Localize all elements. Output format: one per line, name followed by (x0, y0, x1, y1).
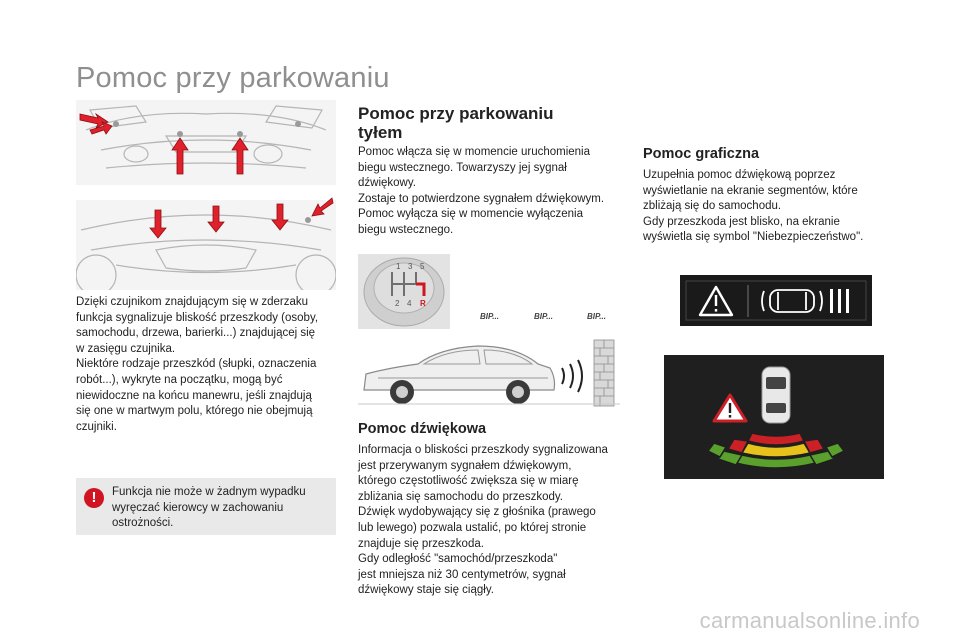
graphic-aid-text: Uzupełnia pomoc dźwiękową poprzez wyświetlanie na ekranie segmentów, które zbliżają się do samochodu. Gdy przeszkoda jest blisko, na ekranie wyświetla się symbol "Niebezpieczeństwo". (643, 169, 864, 244)
watermark: carmanualsonline.info (699, 608, 920, 633)
rear-parking-text: Pomoc włącza się w momencie uruchomienia biegu wstecznego. Towarzyszy jej sygnał dźwiękowy. Zostaje to potwierdzone sygnałem dźwiękowym. Pomoc wyłącza się w momencie wyłączenia biegu wstecznego. (358, 146, 605, 236)
bip-label: BIP... (534, 312, 553, 321)
warning-text: Funkcja nie może w żadnym wypadku wyręczać kierowcy w zachowaniu ostrożności. (112, 486, 306, 530)
warning-box (76, 478, 336, 535)
car-top-icon (762, 367, 790, 423)
car-side-illustration (358, 334, 620, 410)
gear-label: 4 (407, 299, 412, 308)
page-title: Pomoc przy parkowaniu (76, 62, 390, 94)
sensor-description: Dzięki czujnikom znajdującym się w zderzaku funkcja sygnalizuje bliskość przeszkody (osoby, samochodu, drzewa, barierki...) znajdującej się w zasięgu czujnika. Niektóre rodzaje przeszkód (słupki, oznaczenia robót...), wykryte na początku, mogą być niewidoczne na końcu manewru, jeśli znajdują się one w martwym polu, którego nie obejmują czujniki. (76, 296, 319, 433)
bumper-sensors-illustration (76, 100, 336, 290)
gear-label: 5 (420, 262, 425, 271)
gear-knob-illustration (358, 254, 450, 329)
gear-label: R (420, 299, 426, 308)
rear-parking-heading: Pomoc przy parkowaniu tyłem (358, 104, 554, 142)
parking-screen (664, 355, 884, 479)
bip-label: BIP... (587, 312, 606, 321)
exclamation-icon: ! (84, 488, 104, 508)
graphic-aid-heading: Pomoc graficzna (643, 146, 760, 162)
dashboard-display (680, 275, 872, 326)
gear-label: 3 (408, 262, 413, 271)
gear-label: 2 (395, 299, 400, 308)
sound-aid-text: Informacja o bliskości przeszkody sygnalizowana jest przerywanym sygnałem dźwiękowym, którego częstotliwość zwiększa się w miarę zbliżania się samochodu do przeszkody. Dźwięk wydobywający się z głośnika (prawego lub lewego) pozwala ustalić, po której stronie znajduje się przeszkoda. Gdy odległość "samochód/przeszkoda" jest mniejsza niż 30 centymetrów, sygnał dźwiękowy staje się ciągły. (358, 444, 608, 597)
gear-label: 1 (396, 262, 401, 271)
sound-aid-heading: Pomoc dźwiękowa (358, 421, 487, 437)
bip-label: BIP... (480, 312, 499, 321)
